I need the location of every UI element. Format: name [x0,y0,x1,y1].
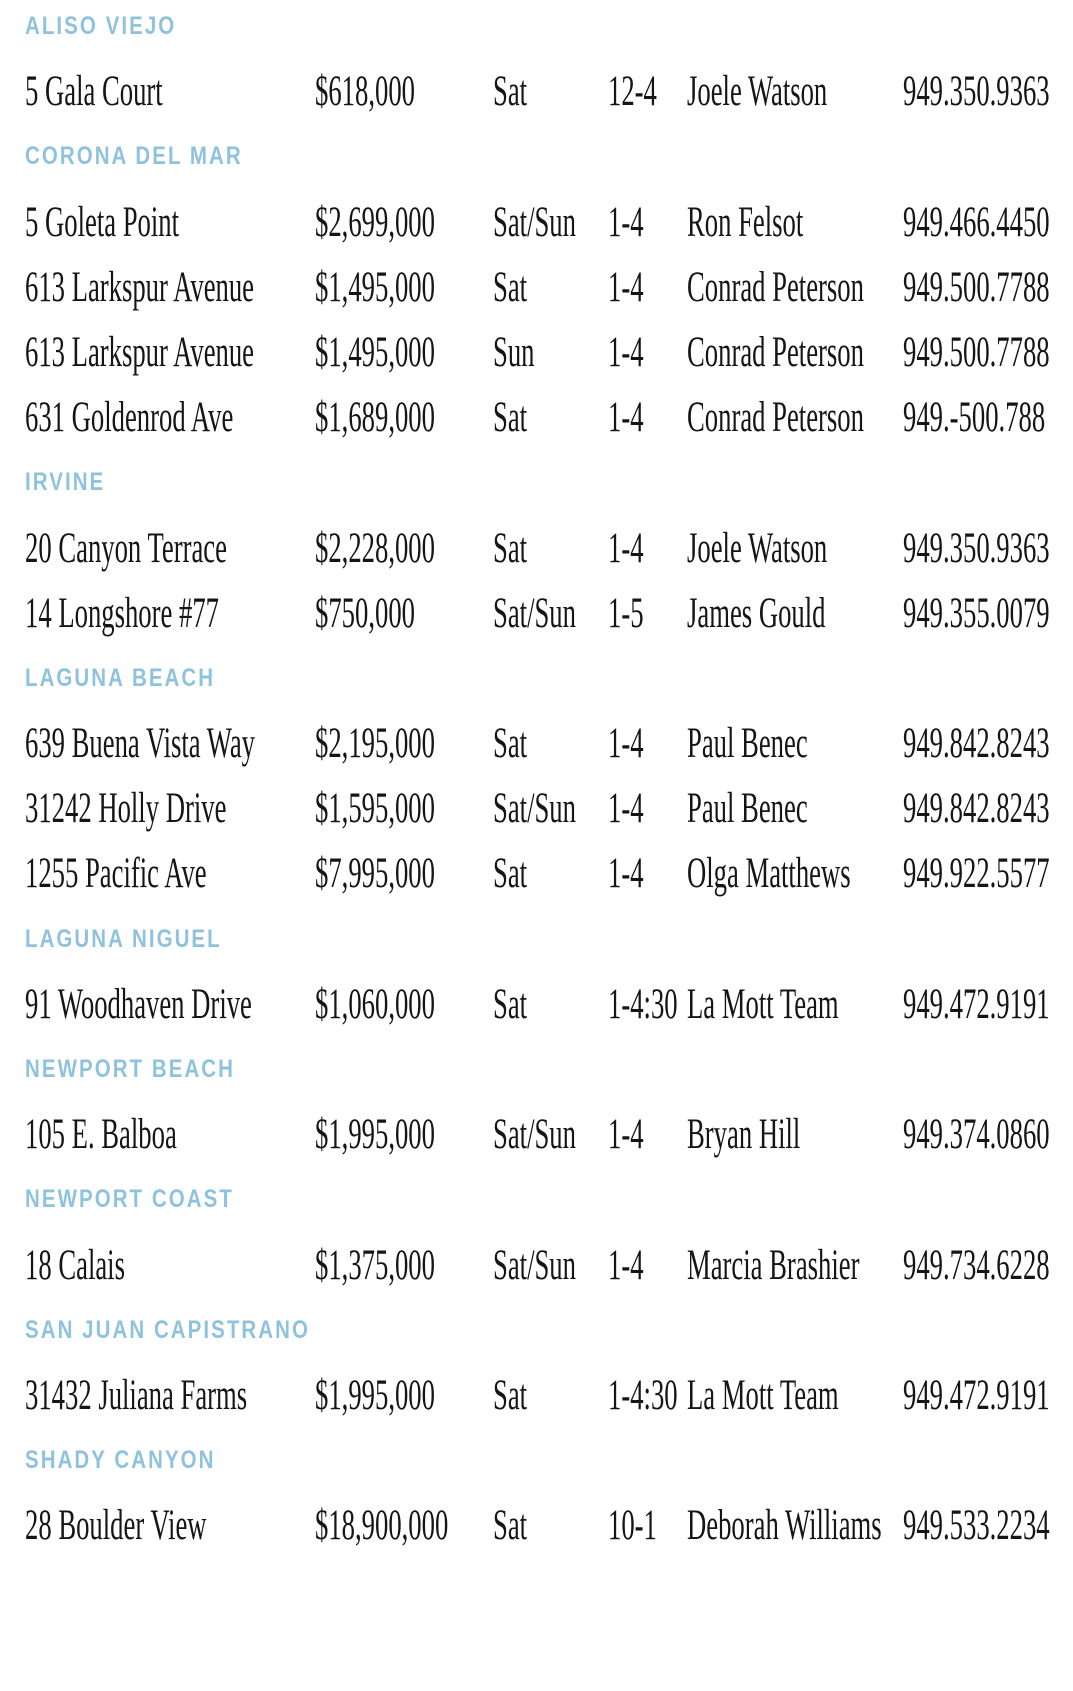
listing-time: 1-4 [608,1111,644,1159]
listing-row [0,1233,1073,1298]
listing-agent: Deborah Williams [687,1502,882,1550]
listing-row [0,320,1073,385]
listing-agent: Ron Felsot [687,198,804,246]
listing-address: 5 Goleta Point [25,198,180,246]
listing-address: 639 Buena Vista Way [25,720,256,768]
listing-address: 613 Larkspur Avenue [25,263,255,311]
city-section-header: NEWPORT COAST [25,1185,234,1214]
listing-row [0,1493,1073,1558]
listing-price: $1,595,000 [315,785,435,833]
listing-phone: 949.734.6228 [903,1241,1050,1289]
listing-agent: Joele Watson [687,524,828,572]
listing-address: 18 Calais [25,1241,125,1289]
listing-time: 1-5 [608,589,644,637]
listing-phone: 949.500.7788 [903,328,1050,376]
listing-days: Sat/Sun [493,785,576,833]
listing-days: Sat/Sun [493,1241,576,1289]
listing-time: 10-1 [608,1502,657,1550]
listing-days: Sat [493,524,528,572]
listing-price: $7,995,000 [315,850,435,898]
city-section-header: ALISO VIEJO [25,12,177,40]
city-section [0,1298,1073,1363]
listing-price: $1,375,000 [315,1241,435,1289]
listing-row [0,776,1073,841]
listing-address: 91 Woodhaven Drive [25,980,252,1028]
city-section [0,1428,1073,1493]
listing-price: $750,000 [315,589,415,637]
listing-row [0,581,1073,646]
city-section-header: LAGUNA NIGUEL [25,924,222,953]
listing-time: 1-4 [608,263,644,311]
listing-agent: Conrad Peterson [687,328,864,376]
listing-address: 28 Boulder View [25,1502,207,1550]
listing-phone: 949.374.0860 [903,1111,1050,1159]
listing-phone: 949.355.0079 [903,589,1050,637]
listing-row [0,516,1073,581]
listing-agent: James Gould [687,589,826,637]
listing-address: 31432 Juliana Farms [25,1371,248,1419]
listing-days: Sat [493,1371,528,1419]
listing-row [0,59,1073,124]
city-section-header: LAGUNA BEACH [25,663,216,692]
listing-phone: 949.472.9191 [903,1371,1050,1419]
listing-price: $18,900,000 [315,1502,449,1550]
listing-phone: 949.-500.788 [903,394,1046,442]
listing-phone: 949.466.4450 [903,198,1050,246]
listing-agent: Bryan Hill [687,1111,801,1159]
listing-address: 5 Gala Court [25,68,163,116]
listing-price: $1,689,000 [315,394,435,442]
listing-phone: 949.500.7788 [903,263,1050,311]
listing-days: Sun [493,328,535,376]
city-section-header: CORONA DEL MAR [25,142,243,171]
listing-days: Sat [493,263,528,311]
listing-phone: 949.350.9363 [903,524,1050,572]
city-section-header: SHADY CANYON [25,1446,216,1475]
listing-row [0,841,1073,906]
listing-address: 105 E. Balboa [25,1111,177,1159]
listing-phone: 949.842.8243 [903,720,1050,768]
city-section-header: NEWPORT BEACH [25,1055,236,1083]
listing-time: 1-4 [608,198,644,246]
listing-row [0,1102,1073,1167]
listing-price: $1,060,000 [315,980,435,1028]
listing-time: 1-4 [608,1241,644,1289]
city-section [0,1167,1073,1232]
listing-time: 1-4:30 [608,1371,678,1419]
listing-phone: 949.842.8243 [903,785,1050,833]
listing-address: 631 Goldenrod Ave [25,394,234,442]
listing-row [0,190,1073,255]
listing-address: 613 Larkspur Avenue [25,328,255,376]
listing-agent: Olga Matthews [687,850,851,898]
listing-agent: Conrad Peterson [687,263,864,311]
listing-days: Sat [493,720,528,768]
city-section [0,450,1073,515]
listing-time: 1-4 [608,524,644,572]
listing-agent: La Mott Team [687,1371,839,1419]
listing-time: 1-4 [608,328,644,376]
listing-price: $1,995,000 [315,1371,435,1419]
listing-row [0,972,1073,1037]
listing-price: $1,495,000 [315,263,435,311]
listing-days: Sat [493,394,528,442]
listing-days: Sat [493,1502,528,1550]
city-section [0,0,1073,59]
listing-time: 1-4 [608,785,644,833]
listing-price: $2,699,000 [315,198,435,246]
listing-days: Sat/Sun [493,1111,576,1159]
city-section [0,646,1073,711]
listing-address: 31242 Holly Drive [25,785,227,833]
listing-address: 14 Longshore #77 [25,589,220,637]
listing-agent: Paul Benec [687,720,808,768]
listing-agent: Marcia Brashier [687,1241,860,1289]
listing-agent: Paul Benec [687,785,808,833]
listing-phone: 949.922.5577 [903,850,1050,898]
listing-row [0,1363,1073,1428]
listing-row [0,385,1073,450]
listing-row [0,711,1073,776]
listing-days: Sat [493,980,528,1028]
listing-agent: Joele Watson [687,68,828,116]
listing-time: 1-4:30 [608,980,678,1028]
listing-time: 1-4 [608,394,644,442]
listing-time: 12-4 [608,68,657,116]
listing-phone: 949.350.9363 [903,68,1050,116]
city-section-header: IRVINE [25,468,106,497]
listing-price: $1,495,000 [315,328,435,376]
listing-agent: La Mott Team [687,980,839,1028]
listing-days: Sat [493,68,528,116]
listing-address: 20 Canyon Terrace [25,524,227,572]
listing-price: $1,995,000 [315,1111,435,1159]
listing-row [0,255,1073,320]
listing-price: $2,228,000 [315,524,435,572]
listing-address: 1255 Pacific Ave [25,850,207,898]
listing-time: 1-4 [608,720,644,768]
listing-time: 1-4 [608,850,644,898]
city-section [0,907,1073,972]
listing-price: $618,000 [315,68,415,116]
listing-agent: Conrad Peterson [687,394,864,442]
listing-days: Sat/Sun [493,198,576,246]
listing-days: Sat/Sun [493,589,576,637]
listing-days: Sat [493,850,528,898]
listing-phone: 949.533.2234 [903,1502,1050,1550]
listing-price: $2,195,000 [315,720,435,768]
city-section [0,124,1073,189]
city-section [0,1037,1073,1102]
city-section-header: SAN JUAN CAPISTRANO [25,1315,310,1344]
listing-phone: 949.472.9191 [903,980,1050,1028]
